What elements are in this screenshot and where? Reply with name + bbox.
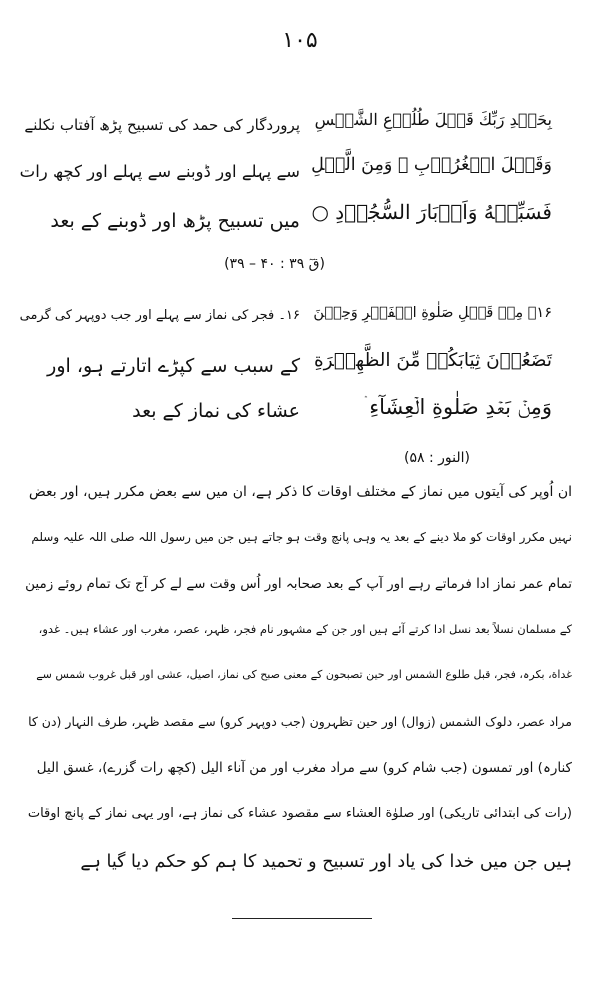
section-divider bbox=[232, 918, 372, 919]
commentary-line-3: تمام عمر نماز ادا فرماتے رہے اور آپ کے بعد صحابہ اور اُس وقت سے لے کر آج تک تمام روئے زمین bbox=[25, 576, 572, 592]
commentary-line-5: غداة، بکرہ، فجر، قبل طلوع الشمس اور حین تصبحون کے معنی صبح کی نماز، اصیل، عشی اور قبل غروب شمس سے bbox=[36, 668, 572, 681]
verse-1-arabic-line-1: بِحَمۡدِ رَبِّكَ قَبۡلَ طُلُوۡعِ الشَّمۡسِ bbox=[314, 110, 552, 129]
verse-2-arabic-line-1: ۱۶۔ مِنۡ قَبۡلِ صَلٰوةِ الۡفَجۡرِ وَحِيۡنَ bbox=[313, 305, 552, 321]
commentary-line-9: ہیں جن میں خدا کی یاد اور تسبیح و تحمید کا ہم کو حکم دیا گیا ہے bbox=[80, 852, 572, 872]
commentary-line-6: مراد عصر، دلوک الشمس (زوال) اور حین تظہرون (جب دوپہر کرو) سے مقصد ظہر، طرف النہار (دن کا bbox=[28, 714, 572, 729]
verse-1-urdu-line-2: سے پہلے اور ڈوبنے سے پہلے اور کچھ رات bbox=[19, 162, 300, 181]
verse-2-urdu-line-1: ۱۶۔ فجر کی نماز سے پہلے اور جب دوپہر کی گرمی bbox=[19, 308, 300, 323]
verse-2-urdu-line-2: کے سبب سے کپڑے اتارتے ہو، اور bbox=[47, 355, 300, 377]
page-number: ۱۰۵ bbox=[282, 28, 318, 53]
verse-1-arabic-line-3: فَسَبِّحۡهُ وَاَدۡبَارَ السُّجُوۡدِ ○ bbox=[311, 200, 552, 224]
verse-1-urdu-line-1: پروردگار کی حمد کی تسبیح پڑھ آفتاب نکلنے bbox=[24, 116, 300, 134]
verse-2-reference: (النور : ۵۸) bbox=[404, 450, 470, 466]
commentary-line-8: (رات کی ابتدائی تاریکی) اور صلوٰة العشاء سے مقصود عشاء کی نماز ہے، اور یہی نماز کے پانچ اوقات bbox=[27, 806, 572, 821]
verse-2-arabic-line-2: تَضَعُوۡنَ ثِيَابَكُمۡ مِّنَ الظَّهِيۡرَةِ bbox=[313, 350, 552, 371]
verse-1-arabic-line-2: وَقَبۡلَ الۡغُرُوۡبِ ۚ وَمِنَ الَّيۡلِ bbox=[311, 155, 552, 175]
verse-1-urdu-line-3: میں تسبیح پڑھ اور ڈوبنے کے بعد bbox=[50, 210, 300, 232]
commentary-line-2: نہیں مکرر اوقات کو ملا دینے کے بعد یہ وہی پانچ وقت ہو جاتے ہیں جن میں رسول اللہ صلی اللہ علیہ وسلم bbox=[31, 530, 572, 544]
commentary-line-7: کنارہ) اور تمسون (جب شام کرو) سے مراد مغرب اور من آناء الیل (کچھ رات گزرے)، غسق الیل bbox=[36, 760, 572, 776]
verse-1-reference: (قٓ ۳۹ : ۴۰ – ۳۹) bbox=[224, 256, 325, 272]
verse-2-urdu-line-3: عشاء کی نماز کے بعد bbox=[132, 400, 300, 422]
verse-2-arabic-line-3: وَمِنۡ بَعۡدِ صَلٰوةِ الۡعِشَآءِ ۛ bbox=[363, 395, 552, 419]
commentary-line-4: کے مسلمان نسلاً بعد نسل ادا کرتے آئے ہیں اور جن کے مشہور نام فجر، ظہر، عصر، مغرب اور عشاء ہیں۔ غدو، bbox=[38, 622, 572, 636]
commentary-line-1: ان اُوپر کی آیتوں میں نماز کے مختلف اوقات کا ذکر ہے، ان میں سے بعض مکرر ہیں، اور بعض bbox=[28, 484, 572, 500]
